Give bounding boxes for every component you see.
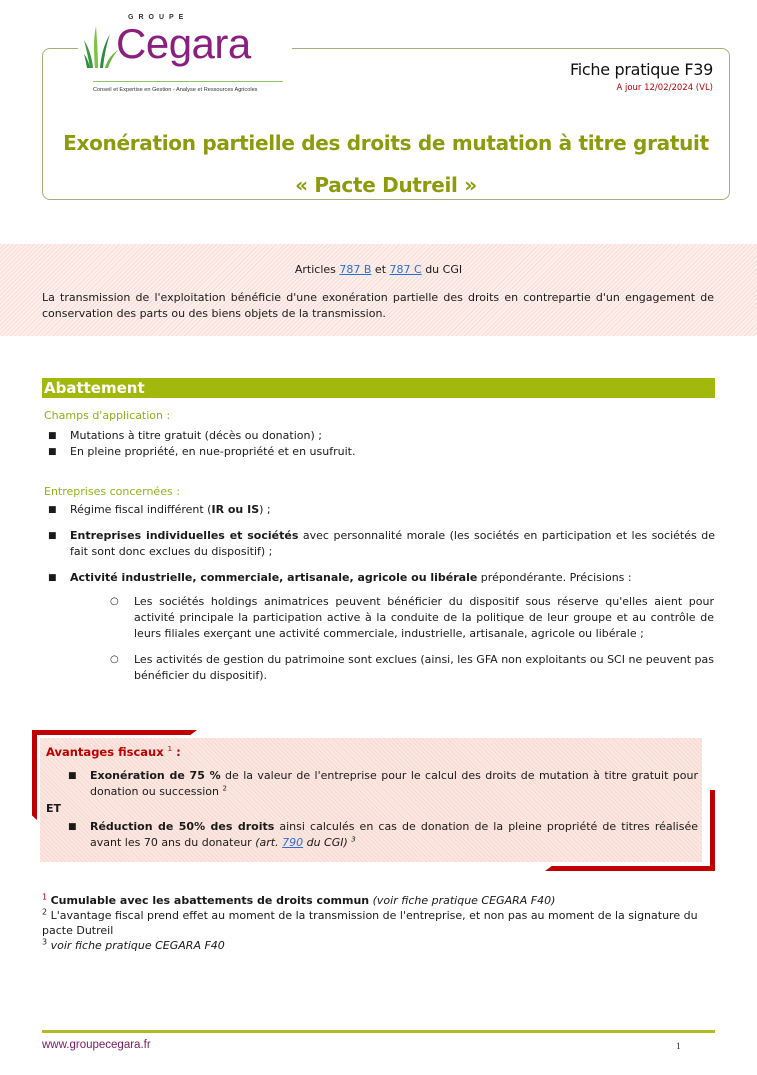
- list-item: [42, 428, 715, 444]
- logo-divider: [93, 81, 283, 82]
- list-item-text: prépondérante. Précisions :: [477, 571, 632, 584]
- list-item-bold: Réduction de 50% des droits: [90, 820, 275, 833]
- logo-brand: Cegara: [116, 20, 251, 67]
- sub-list-item: [106, 652, 714, 684]
- article-790-link[interactable]: 790: [282, 836, 304, 849]
- box-corner-decoration: [32, 730, 197, 735]
- footnote-text: L'avantage fiscal prend effet au moment de la transmission de l'entreprise, et non pas au moment de la signature du pacte Dutreil: [42, 909, 698, 937]
- footnote-number: 1: [42, 892, 48, 902]
- footnote-3: [42, 938, 715, 953]
- footnote-italic: (voir fiche pratique CEGARA F40): [369, 894, 556, 907]
- avantages-list-1: [62, 768, 698, 800]
- footnote-1: [42, 893, 715, 908]
- box-corner-decoration: [710, 790, 715, 870]
- avantages-heading-colon: :: [172, 745, 181, 759]
- square-bullet-icon: ■: [48, 505, 57, 515]
- list-item-text: Mutations à titre gratuit (décès ou donation) ;: [70, 429, 322, 442]
- update-date: A jour 12/02/2024 (VL): [616, 83, 713, 93]
- list-item: [42, 444, 715, 460]
- square-bullet-icon: ■: [48, 431, 57, 441]
- connector-et: ET: [46, 802, 62, 815]
- list-item-italic: du CGI): [303, 836, 348, 849]
- fiche-number: Fiche pratique F39: [570, 60, 713, 79]
- section-title: Abattement: [44, 379, 145, 397]
- articles-between: et: [371, 263, 390, 276]
- grass-leaves-icon: [84, 18, 120, 70]
- precisions-list: [106, 594, 714, 684]
- footnote-ref: 3: [351, 835, 356, 844]
- intro-paragraph: La transmission de l'exploitation bénéficie d'une exonération partielle des droits en contrepartie d'un engagement de conservation des parts ou des biens objets de la transmission.: [42, 291, 714, 320]
- square-bullet-icon: ■: [48, 447, 57, 457]
- list-item-text: Régime fiscal indifférent (: [70, 503, 212, 516]
- avantages-heading-text: Avantages fiscaux: [46, 745, 164, 759]
- sub-list-item: [106, 594, 714, 642]
- document-title-line1: Exonération partielle des droits de mutation à titre gratuit: [63, 131, 709, 155]
- website-link[interactable]: www.groupecegara.fr: [42, 1039, 151, 1051]
- list-item: [62, 819, 698, 851]
- champs-list: [42, 428, 715, 460]
- list-item-text: En pleine propriété, en nue-propriété et en usufruit.: [70, 445, 356, 458]
- avantages-heading: [46, 745, 181, 759]
- list-item-text: avec personnalité morale (les sociétés en participation et les sociétés de fait sont donc exclues du dispositif) ;: [70, 529, 715, 558]
- footnote-2: [42, 908, 715, 938]
- entreprises-heading: Entreprises concernées :: [44, 485, 180, 498]
- footnotes: [42, 893, 715, 953]
- footnote-number: 2: [42, 907, 48, 917]
- list-item-text: ) ;: [259, 503, 271, 516]
- logo-group-label: GROUPE: [128, 14, 189, 21]
- articles-suffix: du CGI: [421, 263, 463, 276]
- circle-bullet-icon: ○: [110, 654, 119, 665]
- list-item-bold: IR ou IS: [211, 503, 260, 516]
- avantages-list-2: [62, 819, 698, 851]
- list-item-italic: (art.: [255, 836, 283, 849]
- square-bullet-icon: ■: [48, 531, 57, 541]
- page-number: 1: [676, 1041, 681, 1051]
- list-item-bold: Entreprises individuelles et sociétés: [70, 529, 299, 542]
- sub-list-item-text: Les activités de gestion du patrimoine sont exclues (ainsi, les GFA non exploitants ou SCI ne peuvent pas bénéficier du dispositif).: [134, 653, 714, 682]
- square-bullet-icon: ■: [68, 822, 77, 832]
- article-787c-link[interactable]: 787 C: [389, 263, 422, 276]
- entreprises-list: [42, 502, 715, 586]
- footnote-ref: 1: [167, 745, 173, 754]
- articles-prefix: Articles: [294, 263, 340, 276]
- footnote-number: 3: [42, 937, 48, 947]
- circle-bullet-icon: ○: [110, 596, 119, 607]
- box-corner-decoration: [32, 730, 37, 820]
- article-787b-link[interactable]: 787 B: [339, 263, 372, 276]
- document-title-line2: « Pacte Dutreil »: [295, 173, 477, 197]
- square-bullet-icon: ■: [48, 573, 57, 583]
- footnote-ref: 2: [222, 784, 227, 793]
- footnote-italic: voir fiche pratique CEGARA F40: [50, 939, 225, 952]
- champs-heading: Champs d'application :: [44, 409, 171, 422]
- sub-list-item-text: Les sociétés holdings animatrices peuvent bénéficier du dispositif sous réserve qu'elles aient pour activité principale la participation active à la conduite de la politique de leur groupe et au contrôle de leurs filiales exerçant une activité commerciale, industrielle, artisanale, agricole ou libérale ;: [134, 595, 714, 640]
- square-bullet-icon: ■: [68, 771, 77, 781]
- list-item-bold: Activité industrielle, commerciale, artisanale, agricole ou libérale: [70, 571, 478, 584]
- footnote-bold: Cumulable avec les abattements de droits commun: [50, 894, 370, 907]
- list-item-bold: Exonération de 75 %: [90, 769, 221, 782]
- list-item: [42, 528, 715, 560]
- box-corner-decoration: [545, 866, 715, 871]
- list-item: [42, 502, 715, 518]
- footer-divider: [42, 1030, 715, 1033]
- list-item: [62, 768, 698, 800]
- list-item: [42, 570, 715, 586]
- list-item-text: de la valeur de l'entreprise pour le calcul des droits de mutation à titre gratuit pour donation ou succession: [90, 769, 698, 798]
- logo-tagline: Conseil et Expertise en Gestion - Analyse et Ressources Agricoles: [93, 87, 258, 93]
- articles-reference: [0, 263, 757, 276]
- list-item-text: ainsi calculés en cas de donation de la pleine propriété de titres réalisée avant les 70 ans du donateur: [90, 820, 698, 849]
